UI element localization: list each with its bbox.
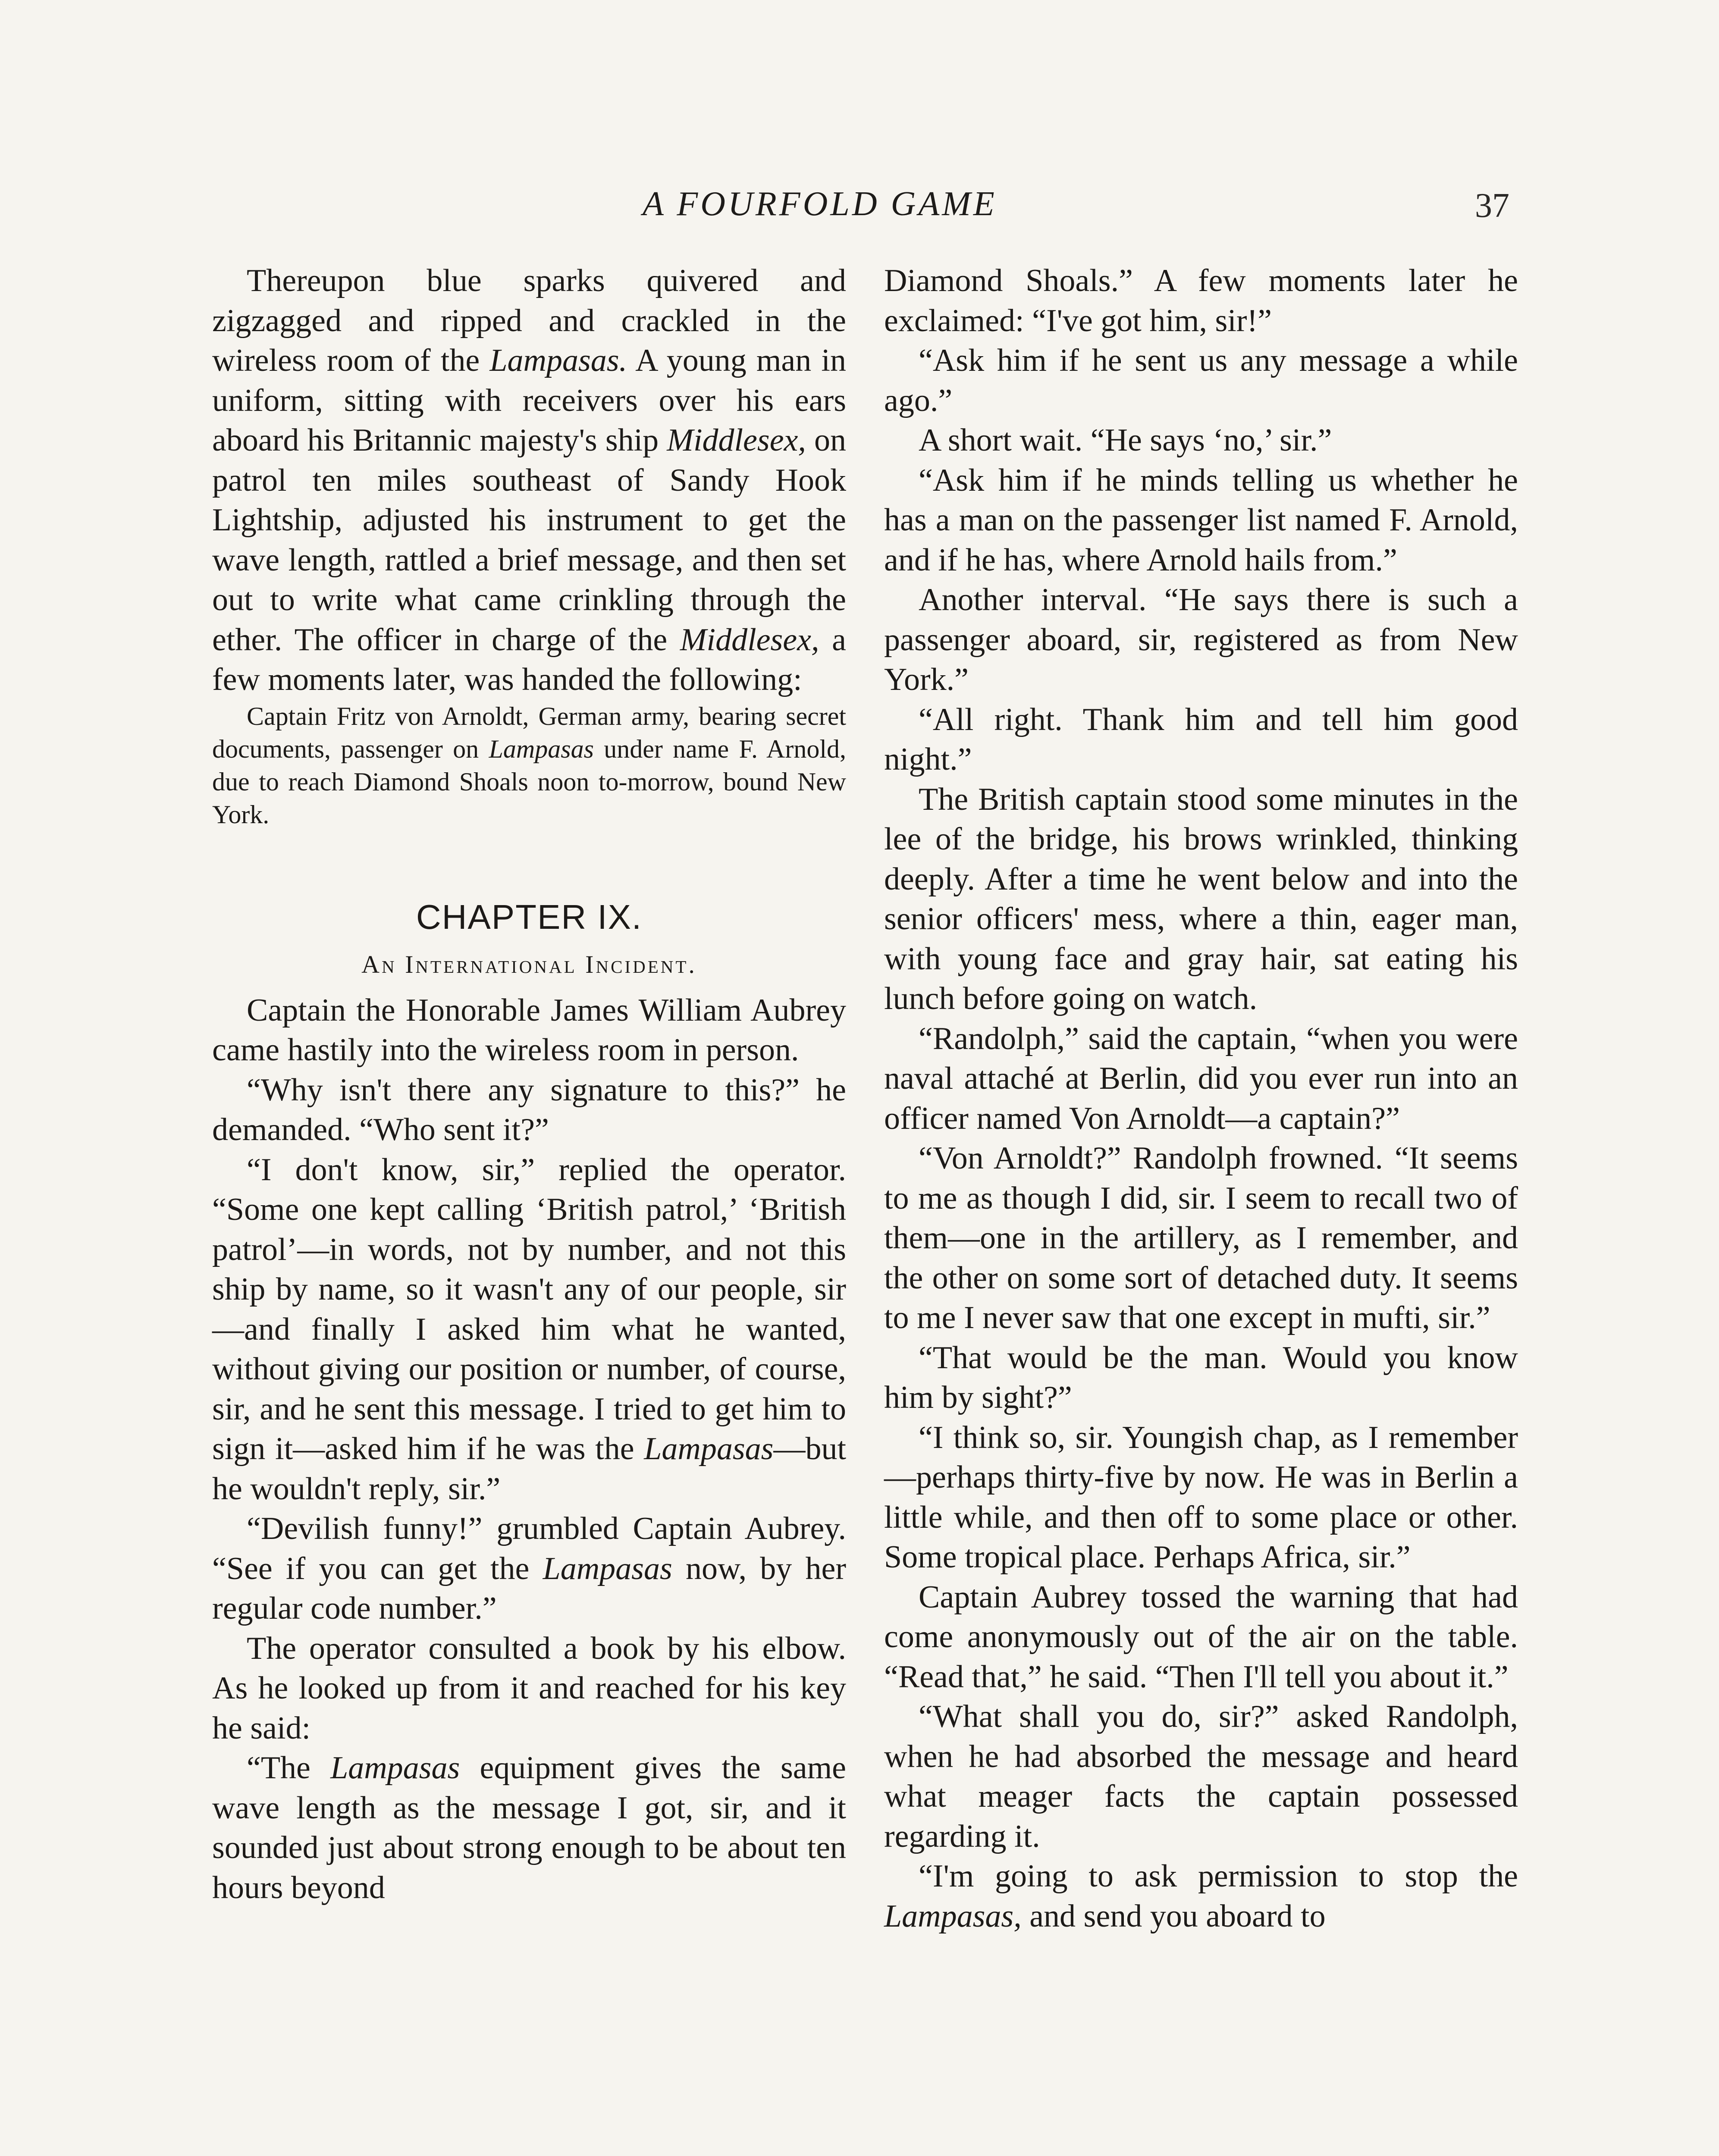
chapter-subtitle: An International Incident.	[361, 950, 697, 978]
paragraph: A short wait. “He says ‘no,’ sir.”	[919, 423, 1332, 458]
paragraph: Diamond Shoals.” A few moments later he exclaimed: “I've got him, sir!”	[884, 263, 1518, 338]
paragraph: “Why isn't there any signature to this?” he demanded. “Who sent it?”	[212, 1072, 846, 1147]
running-head: A FOURFOLD GAME	[643, 185, 997, 223]
telegram-message: Captain Fritz von Arnoldt, German army, bearing secret documents, passenger on Lampasas under name F. Arnold, due to reach Diamond Shoals noon to-morrow, bound New York.	[212, 702, 847, 829]
right-column	[884, 261, 1518, 1936]
paragraph: “Ask him if he minds telling us whether he has a man on the passenger list named F. Arnold, and if he has, where Arnold hails from.”	[884, 462, 1518, 578]
paragraph: The British captain stood some minutes in the lee of the bridge, his brows wrinkled, thinking deeply. After a time he went below and into the senior officers' mess, where a thin, eager man, with young face and gray hair, sat eating his lunch before going on watch.	[884, 781, 1518, 1016]
chapter-title: CHAPTER IX.	[416, 897, 643, 936]
left-column	[212, 261, 846, 1908]
paragraph: Captain Aubrey tossed the warning that had come anonymously out of the air on the table. “Read that,” he said. “Then I'll tell you about it.”	[884, 1579, 1518, 1695]
paragraph: “That would be the man. Would you know him by sight?”	[884, 1340, 1518, 1415]
paragraph: “Von Arnoldt?” Randolph frowned. “It seems to me as though I did, sir. I seem to recall two of them—one in the artillery, as I remember, and the other on some sort of detached duty. It seems to me I never saw that one except in mufti, sir.”	[884, 1141, 1518, 1335]
paragraph: “Ask him if he sent us any message a while ago.”	[884, 343, 1518, 418]
paragraph: Another interval. “He says there is such a passenger aboard, sir, registered as from New York.”	[884, 582, 1518, 697]
paragraph: Thereupon blue sparks quivered and zigzagged and ripped and crackled in the wireless room of the Lampasas. A young man in uniform, sitting with receivers over his ears aboard his Britannic majesty's ship Middlesex, on patrol ten miles southeast of Sandy Hook Lightship, adjusted his instrument to get the wave length, rattled a brief message, and then set out to write what came crinkling through the ether. The officer in charge of the Middlesex, a few moments later, was handed the following:	[212, 263, 847, 697]
paragraph: “I think so, sir. Youngish chap, as I remember—perhaps thirty-five by now. He was in Berlin a little while, and then off to some place or other. Some tropical place. Perhaps Africa, sir.”	[884, 1420, 1518, 1575]
paragraph: “I don't know, sir,” replied the operator. “Some one kept calling ‘British patrol,’ ‘British patrol’—in words, not by number, and not this ship by name, so it wasn't any of our people, sir—and finally I asked him what he wanted, without giving our position or number, of course, sir, and he sent this message. I tried to get him to sign it—asked him if he was the Lampasas—but he wouldn't reply, sir.”	[212, 1152, 846, 1507]
paragraph: “All right. Thank him and tell him good night.”	[884, 702, 1518, 777]
paragraph: The operator consulted a book by his elbow. As he looked up from it and reached for his key he said:	[212, 1630, 846, 1746]
page-number: 37	[1475, 187, 1509, 225]
paragraph: “Devilish funny!” grumbled Captain Aubrey. “See if you can get the Lampasas now, by her regular code number.”	[212, 1511, 846, 1626]
paragraph: “What shall you do, sir?” asked Randolph, when he had absorbed the message and heard what meager facts the captain possessed regarding it.	[884, 1699, 1518, 1854]
paragraph: “The Lampasas equipment gives the same wave length as the message I got, sir, and it sounded just about strong enough to be about ten hours beyond	[212, 1750, 846, 1905]
paragraph: Captain the Honorable James William Aubrey came hastily into the wireless room in person.	[212, 992, 846, 1068]
paragraph: “I'm going to ask permission to stop the Lampasas, and send you aboard to	[884, 1858, 1518, 1934]
paragraph: “Randolph,” said the captain, “when you were naval attaché at Berlin, did you ever run into an officer named Von Arnoldt—a captain?”	[884, 1021, 1518, 1136]
